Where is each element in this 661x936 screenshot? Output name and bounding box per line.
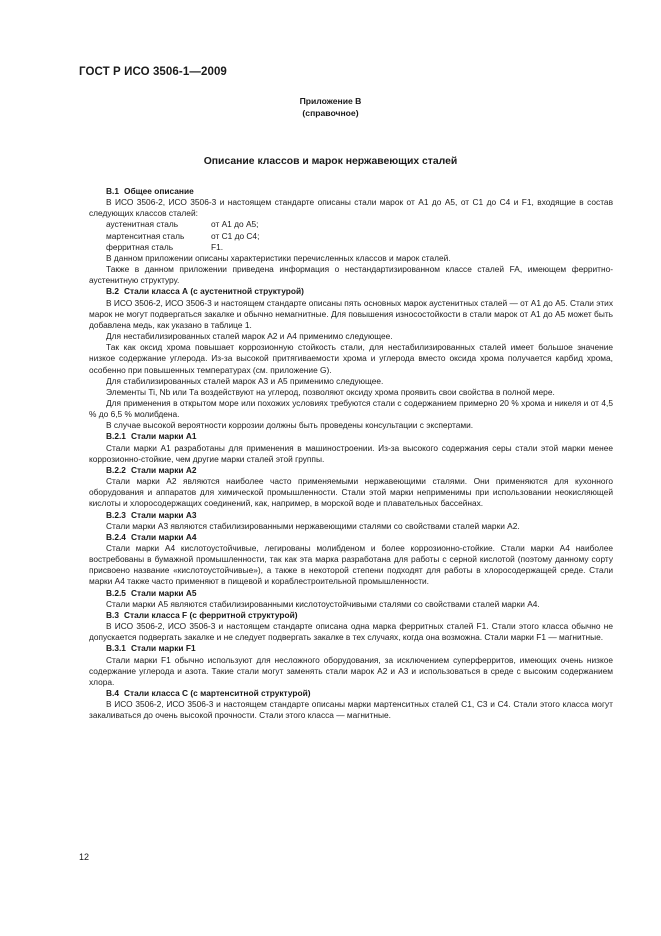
paragraph: В ИСО 3506-2, ИСО 3506-3 и настоящем стандарте описаны стали марок от А1 до А5, от С1 до С4 и F1, входящие в состав следующих классов сталей: — [89, 197, 613, 219]
paragraph: Элементы Ti, Nb или Та воздействуют на углерод, позволяют оксиду хрома проявить свои свойства в полной мере. — [106, 386, 555, 397]
section-title: Общее описание — [123, 186, 194, 196]
page-title: Описание классов и марок нержавеющих сталей — [203, 156, 458, 167]
paragraph: Для стабилизированных сталей марок А3 и А5 применимо следующее. — [106, 375, 384, 386]
section-number: B.2.4 — [106, 531, 126, 542]
standard-code: ГОСТ Р ИСО 3506-1—2009 — [79, 66, 227, 78]
section-title: Стали марки F1 — [130, 643, 196, 654]
section-number: B.1 — [106, 186, 119, 196]
section-heading — [89, 643, 613, 654]
section-title: Стали марки А3 — [130, 509, 197, 520]
section-number: B.3 — [106, 609, 119, 620]
paragraph: В данном приложении описаны характеристики перечисленных классов и марок сталей. — [106, 252, 451, 263]
section-number: B.2.5 — [106, 587, 126, 598]
class-name: мартенситная сталь — [106, 230, 185, 241]
appendix-label: Приложение B — [299, 96, 362, 106]
grade-range: от А1 до А5; — [211, 219, 259, 230]
grade-range: F1. — [211, 241, 224, 252]
paragraph: В ИСО 3506-2, ИСО 3506-3 и настоящем стандарте описаны пять основных марок аустенитных сталей — от А1 до А5. Стали этих марок не могут подвергаться закалке и обычно немагнитные. Для повышения износостойкости в стали марок от А1 до А5 может быть добавлена медь, как указано в таблице 1. — [89, 297, 613, 330]
body-text — [89, 186, 613, 722]
paragraph: Так как оксид хрома повышает коррозионную стойкость стали, для нестабилизированных сталей имеет большое значение низкое содержание углерода. Из-за высокой притягиваемости хрома и углерода вместо оксида хрома получается карбид хрома, особенно при повышенных температурах (см. приложение G). — [89, 342, 613, 375]
paragraph: В ИСО 3506-2, ИСО 3506-3 и настоящем стандарте описаны марки мартенситных сталей С1, С3 и С4. Стали этого класса могут закаливаться до очень высокой прочности. Стали этого класса — магнитные. — [89, 699, 613, 721]
section-number: B.2.2 — [106, 464, 126, 475]
section-title: Стали марки А4 — [130, 531, 197, 542]
class-name: ферритная сталь — [106, 241, 174, 252]
section-number: B.2 — [106, 286, 119, 297]
paragraph: В ИСО 3506-2, ИСО 3506-3 и настоящем стандарте описана одна марка ферритных сталей F1. Стали этого класса обычно не допускается подвергать закалке и не следует подвергать закалке в тех случаях, когда она возможна. Стали марки F1 — магнитные. — [89, 621, 613, 643]
section-title: Стали класса С (с мартенситной структурой) — [123, 688, 311, 699]
paragraph: Для применения в открытом море или похожих условиях требуются стали с содержанием примерно 20 % хрома и никеля и от 4,5 % до 6,5 % молибдена. — [89, 397, 613, 420]
section-heading — [89, 688, 613, 699]
grade-range: от С1 до С4; — [211, 230, 260, 241]
section-number: B.2.3 — [106, 509, 126, 520]
section-heading — [89, 465, 613, 476]
page-number: 12 — [79, 852, 90, 862]
section-heading — [89, 431, 613, 442]
paragraph: Стали марки А4 кислотоустойчивые, легированы молибденом и более коррозионно-стойкие. Стали марки А4 наиболее востребованы в бумажной промышленности, так как эта марка разработана для работы с серной кислотой (поэтому данному сорту присвоено название «кислотоустойчивые»), а также в некоторой степени подходят для работы в хлоросодержащей среде. Стали марки А4 также часто применяют в пищевой и кораблестроительной промышленности. — [89, 543, 613, 587]
section-title: Стали класса А (с аустенитной структурой) — [123, 286, 304, 297]
section-title: Стали класса F (с ферритной структурой) — [123, 609, 298, 620]
section-heading — [89, 588, 613, 599]
paragraph: Также в данном приложении приведена информация о нестандартизированном классе сталей FA, имеющем ферритно-аустенитную структуру. — [89, 264, 613, 286]
section-number: B.4 — [106, 688, 119, 699]
paragraph: Стали марки А3 являются стабилизированными нержавеющими сталями со свойствами сталей марки А2. — [106, 520, 520, 531]
section-title: Стали марки А5 — [130, 587, 197, 598]
paragraph: В случае высокой вероятности коррозии должны быть проведены консультации с экспертами. — [106, 420, 474, 431]
section-title: Стали марки А1 — [130, 431, 197, 442]
class-name: аустенитная сталь — [106, 219, 179, 230]
section-number: B.3.1 — [106, 643, 126, 654]
class-list-row — [89, 231, 613, 242]
paragraph: Стали марки А5 являются стабилизированными кислотоустойчивыми сталями со свойствами сталей марки А4. — [106, 598, 540, 609]
section-heading — [89, 510, 613, 521]
paragraph: Стали марки А2 являются наиболее часто применяемыми нержавеющими сталями. Они применяются для кухонного оборудования и аппаратов для химической промышленности. Стали этой марки неприменимы при использовании неокисляющей кислоты и хлоросодержащих соединений, как, например, в морской воде и плавательных бассейнах. — [89, 476, 613, 509]
section-heading — [89, 186, 613, 197]
appendix-note: (справочное) — [302, 108, 359, 118]
section-title: Стали марки А2 — [130, 464, 197, 475]
section-heading — [89, 532, 613, 543]
paragraph: Стали марки F1 обычно используют для несложного оборудования, за исключением суперферритов, имеющих очень низкое содержание углерода и азота. Такие стали могут заменять стали марок А2 и А3 и использоваться в среде с высоким содержанием хлора. — [89, 654, 613, 687]
section-heading — [89, 610, 613, 621]
paragraph: Стали марки А1 разработаны для применения в машиностроении. Из-за высокого содержания серы стали этой марки менее коррозионно-стойкие, чем другие марки сталей этой группы. — [89, 442, 613, 464]
section-number: B.2.1 — [106, 431, 126, 442]
section-heading — [89, 286, 613, 297]
paragraph: Для нестабилизированных сталей марок А2 и А4 применимо следующее. — [106, 331, 393, 342]
class-list-row — [89, 219, 613, 230]
class-list-row — [89, 242, 613, 253]
